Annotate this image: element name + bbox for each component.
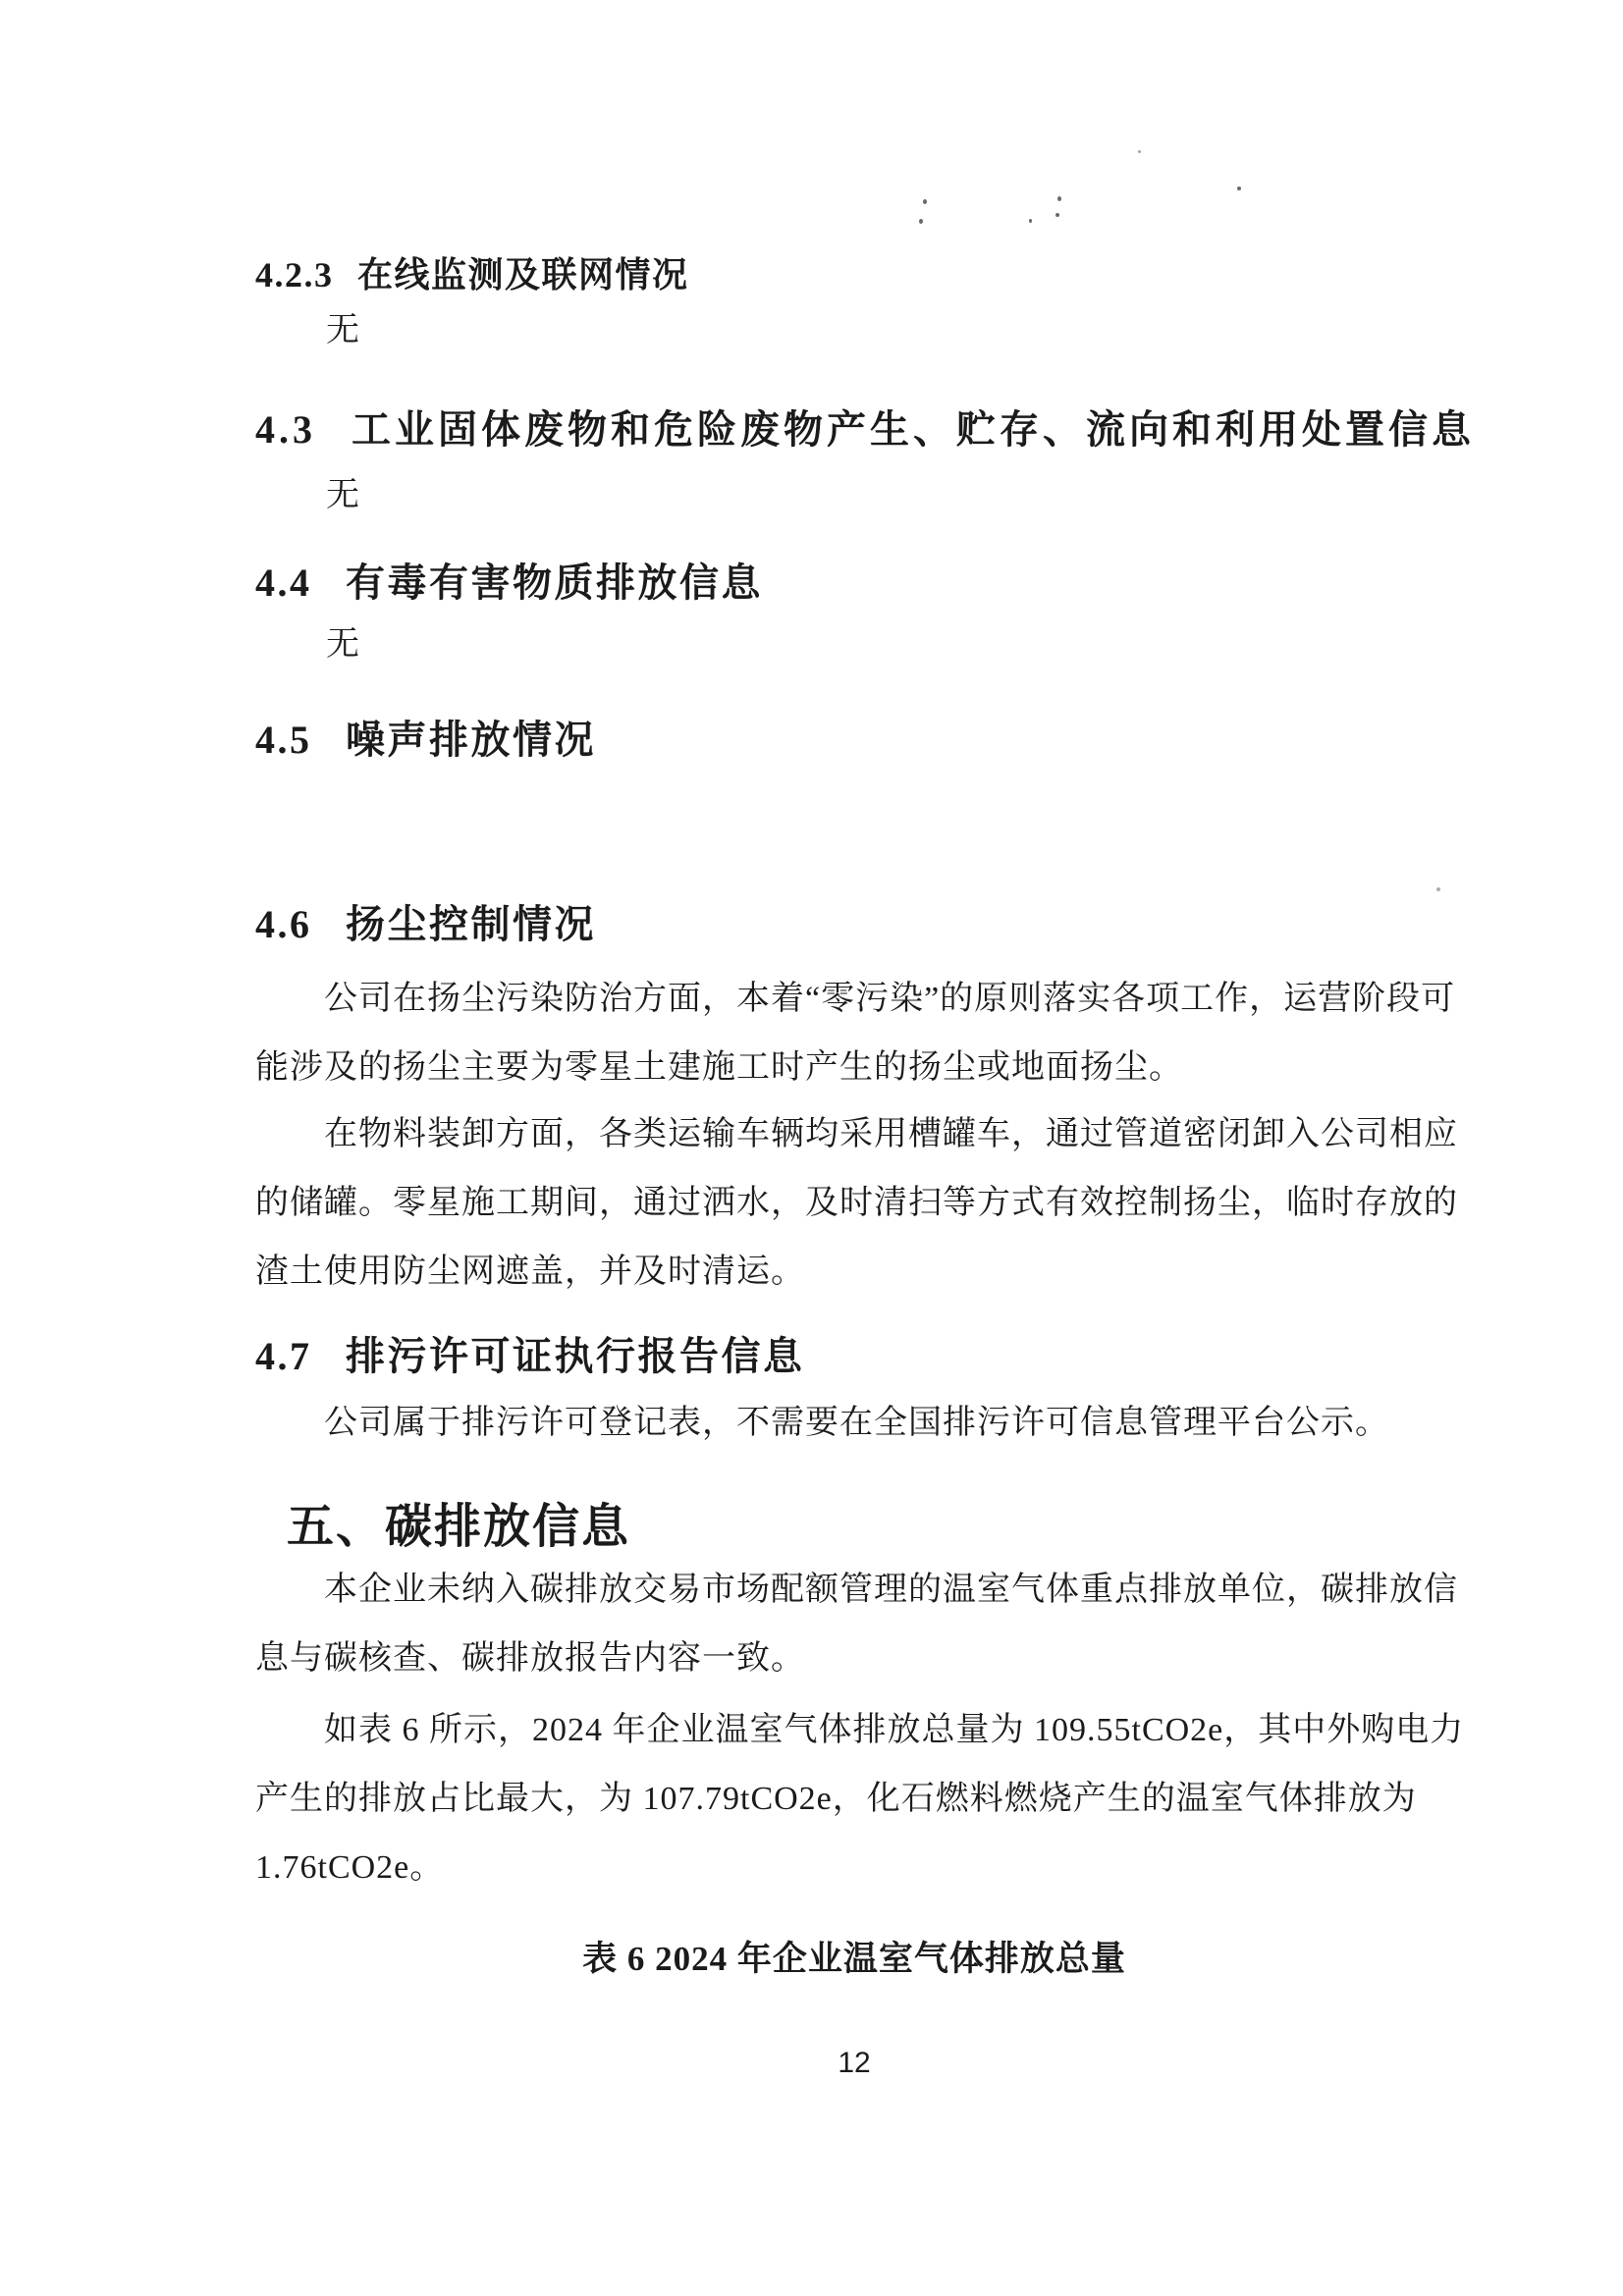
paragraph-line: 1.76tCO2e。 <box>255 1849 445 1886</box>
paragraph-line: 渣土使用防尘网遮盖，并及时清运。 <box>255 1254 805 1290</box>
paragraph-line: 的储罐。零星施工期间，通过洒水，及时清扫等方式有效控制扬尘，临时存放的 <box>255 1185 1458 1221</box>
heading-4-5: 4.5 噪声排放情况 <box>255 718 596 762</box>
heading-4-4: 4.4 有毒有害物质排放信息 <box>255 561 763 605</box>
scan-speck <box>1057 196 1061 201</box>
paragraph-line: 公司在扬尘污染防治方面，本着“零污染”的原则落实各项工作，运营阶段可 <box>324 981 1456 1017</box>
scan-speck <box>1029 219 1032 223</box>
paragraph-permit-registration <box>255 1389 1453 1458</box>
scan-speck <box>1138 150 1141 153</box>
paragraph-line: 息与碳核查、碳排放报告内容一致。 <box>255 1640 805 1677</box>
scan-speck <box>1436 887 1440 891</box>
heading-4-7: 4.7 排污许可证执行报告信息 <box>255 1334 805 1378</box>
heading-4-3: 4.3 工业固体废物和危险废物产生、贮存、流向和利用处置信息 <box>255 407 1475 452</box>
paragraph-carbon-info <box>255 1556 1458 1693</box>
heading-4-2-3: 4.2.3 在线监测及联网情况 <box>255 255 689 294</box>
section-4-2-3-body-none: 无 <box>326 312 359 348</box>
paragraph-dust-prevention <box>255 965 1456 1102</box>
paragraph-line: 产生的排放占比最大，为 107.79tCO2e，化石燃料燃烧产生的温室气体排放为 <box>255 1781 1417 1817</box>
scan-speck <box>923 199 927 204</box>
section-4-3-body-none: 无 <box>326 477 359 513</box>
paragraph-line: 能涉及的扬尘主要为零星土建施工时产生的扬尘或地面扬尘。 <box>255 1049 1183 1086</box>
paragraph-emission-totals <box>255 1696 1465 1902</box>
paragraph-line: 如表 6 所示，2024 年企业温室气体排放总量为 109.55tCO2e，其中外购电力 <box>324 1712 1465 1748</box>
paragraph-line: 本企业未纳入碳排放交易市场配额管理的温室气体重点排放单位，碳排放信 <box>324 1572 1458 1608</box>
scan-speck <box>919 219 923 224</box>
heading-5-carbon-emission: 五、碳排放信息 <box>287 1501 631 1553</box>
table-6-caption: 表 6 2024 年企业温室气体排放总量 <box>582 1940 1126 1978</box>
paragraph-line: 在物料装卸方面，各类运输车辆均采用槽罐车，通过管道密闭卸入公司相应 <box>324 1116 1458 1152</box>
page-number: 12 <box>838 2047 871 2079</box>
paragraph-material-loading <box>255 1100 1458 1307</box>
section-4-4-body-none: 无 <box>326 626 359 663</box>
scan-speck <box>1237 187 1241 190</box>
scan-speck <box>1055 213 1059 217</box>
paragraph-line: 公司属于排污许可登记表，不需要在全国排污许可信息管理平台公示。 <box>324 1405 1389 1441</box>
heading-4-6: 4.6 扬尘控制情况 <box>255 902 596 946</box>
